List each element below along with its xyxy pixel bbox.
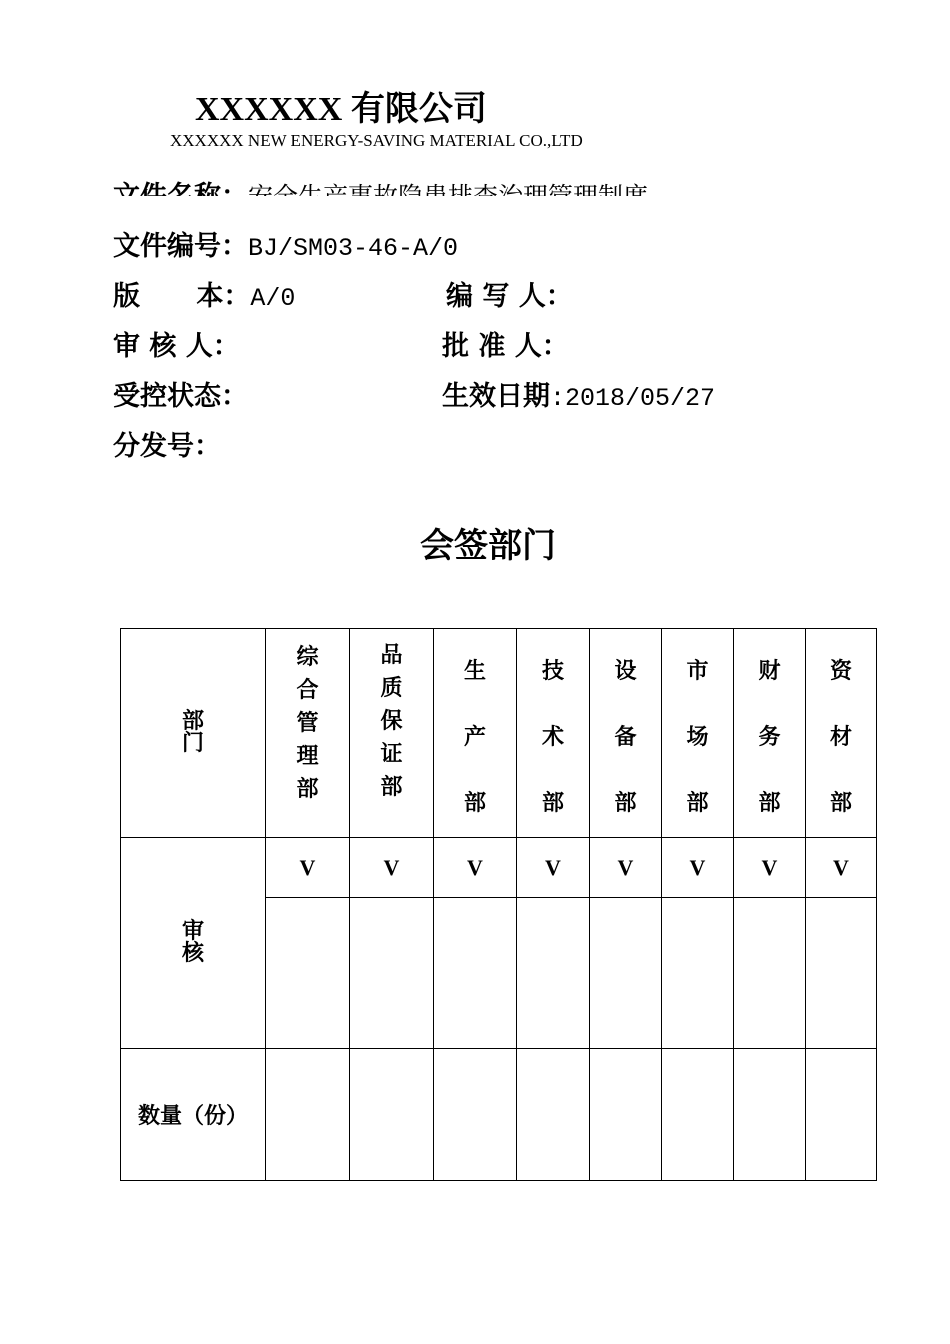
reviewer-row — [113, 330, 240, 364]
check-mark: V — [517, 838, 590, 898]
check-mark: V — [266, 838, 350, 898]
dept-cell — [662, 629, 734, 838]
check-mark: V — [590, 838, 662, 898]
dept-label: 部门 — [181, 708, 204, 756]
countersign-title: 会签部门 — [420, 526, 556, 566]
dept-label-cell — [121, 629, 266, 838]
signature-cell[interactable] — [434, 898, 517, 1049]
control-status-label: 受控状态： — [113, 381, 248, 412]
dept-header-row — [121, 629, 877, 838]
quantity-row — [121, 1049, 877, 1181]
author-label: 编 写 人： — [446, 281, 573, 312]
dept-cell — [806, 629, 877, 838]
distribution-no-label: 分发号： — [113, 431, 221, 462]
control-status-row — [113, 380, 248, 414]
dept-name: 综合管理部 — [296, 645, 319, 802]
dept-name: 财务部 — [758, 659, 781, 816]
quantity-cell[interactable] — [590, 1049, 662, 1181]
approver-label: 批 准 人： — [442, 331, 569, 362]
dept-cell — [266, 629, 350, 838]
dept-name: 生产部 — [463, 659, 486, 816]
check-mark: V — [806, 838, 877, 898]
countersign-table — [120, 628, 877, 1181]
file-name-row — [113, 178, 753, 210]
dept-name: 设备部 — [614, 659, 637, 816]
signature-cell[interactable] — [350, 898, 434, 1049]
quantity-cell[interactable] — [266, 1049, 350, 1181]
signature-cell[interactable] — [517, 898, 590, 1049]
check-row — [121, 838, 877, 898]
company-name-en: XXXXXX NEW ENERGY-SAVING MATERIAL CO.,LTD — [170, 131, 583, 150]
signature-cell[interactable] — [662, 898, 734, 1049]
dept-name: 品质保证部 — [380, 643, 403, 800]
company-name: XXXXXX 有限公司 — [195, 91, 487, 128]
file-no-value: BJ/SM03-46-A/0 — [248, 234, 459, 263]
review-label-cell — [121, 838, 266, 1049]
version-row — [113, 280, 295, 316]
quantity-cell[interactable] — [350, 1049, 434, 1181]
signature-cell[interactable] — [734, 898, 806, 1049]
quantity-cell[interactable] — [662, 1049, 734, 1181]
dept-cell — [590, 629, 662, 838]
dept-name: 技术部 — [541, 659, 564, 816]
file-no-label: 文件编号： — [113, 231, 248, 262]
cropped-overlay — [113, 196, 753, 210]
effective-date-row — [442, 380, 715, 416]
dept-cell — [434, 629, 517, 838]
check-mark: V — [734, 838, 806, 898]
signature-cell[interactable] — [266, 898, 350, 1049]
check-mark: V — [434, 838, 517, 898]
signature-cell[interactable] — [590, 898, 662, 1049]
reviewer-label: 审 核 人： — [113, 331, 240, 362]
review-label: 审核 — [181, 918, 204, 966]
quantity-cell[interactable] — [434, 1049, 517, 1181]
distribution-no-row — [113, 430, 221, 464]
dept-cell — [734, 629, 806, 838]
dept-cell — [350, 629, 434, 838]
version-value: A/0 — [250, 284, 296, 313]
quantity-cell[interactable] — [734, 1049, 806, 1181]
approver-row — [442, 330, 569, 364]
dept-name: 资材部 — [829, 659, 852, 816]
effective-date-value: :2018/05/27 — [550, 384, 716, 413]
effective-date-label: 生效日期 — [442, 381, 550, 412]
check-mark: V — [662, 838, 734, 898]
signature-cell[interactable] — [806, 898, 877, 1049]
author-row — [446, 280, 573, 314]
quantity-cell[interactable] — [806, 1049, 877, 1181]
check-mark: V — [350, 838, 434, 898]
version-label: 版 本： — [113, 281, 251, 312]
quantity-label: 数量（份） — [121, 1049, 266, 1181]
quantity-cell[interactable] — [517, 1049, 590, 1181]
dept-name: 市场部 — [686, 659, 709, 816]
dept-cell — [517, 629, 590, 838]
file-no-row — [113, 230, 458, 266]
